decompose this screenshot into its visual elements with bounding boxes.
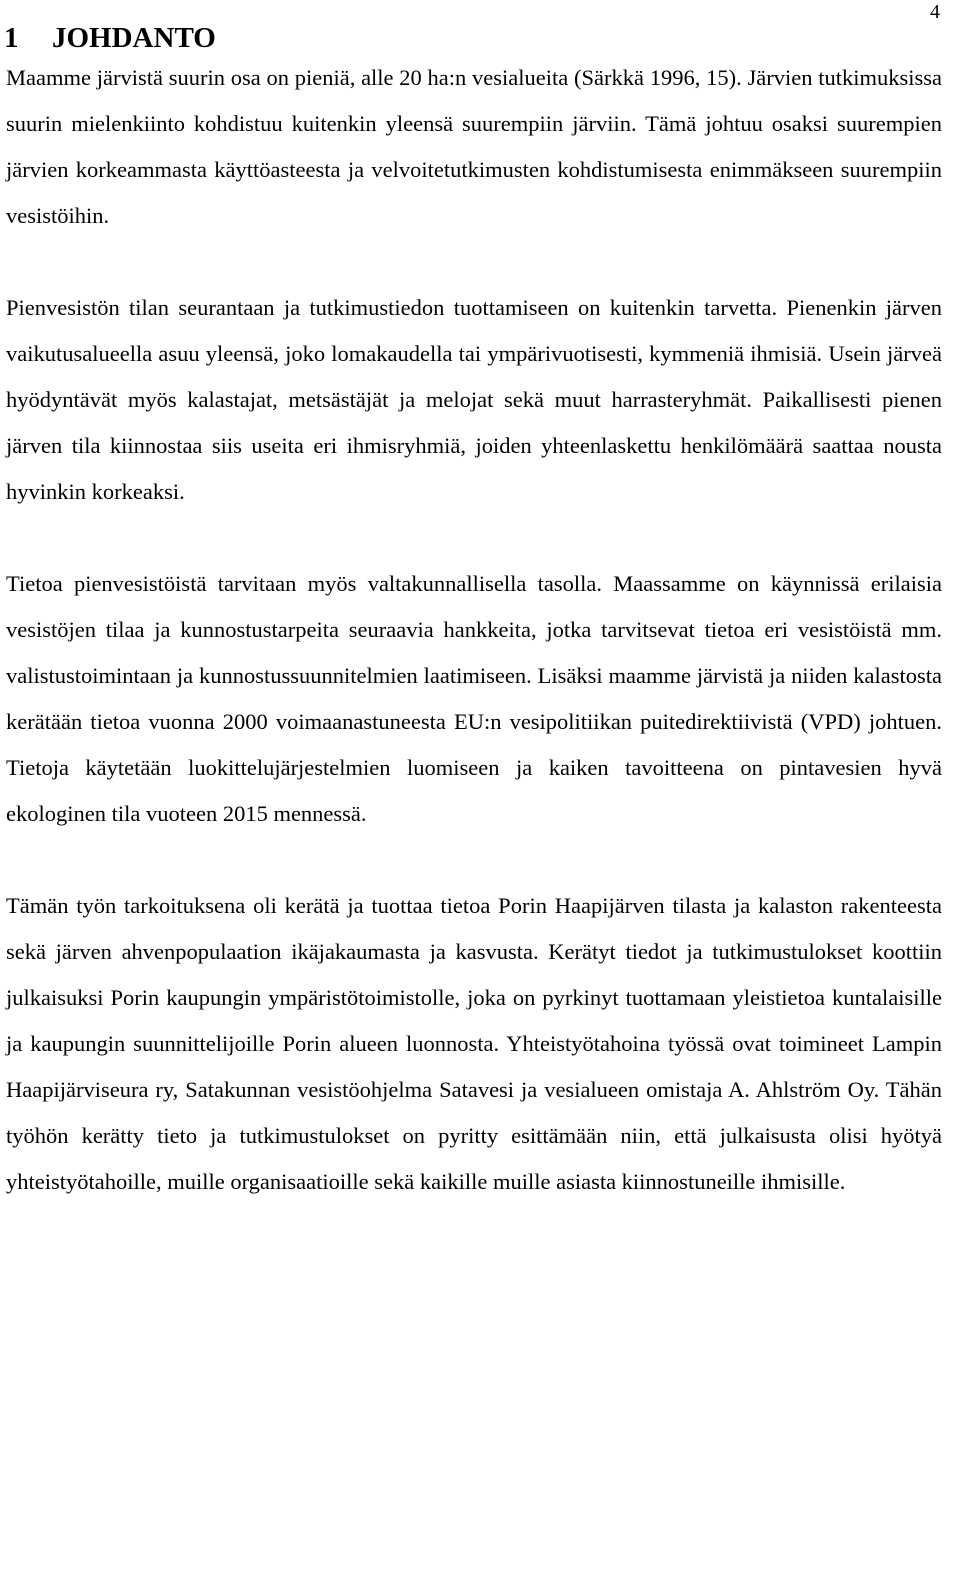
section-title: JOHDANTO: [52, 22, 216, 54]
section-number: 1: [4, 22, 19, 54]
paragraph-3: Tietoa pienvesistöistä tarvitaan myös valtakunnallisella tasolla. Maassamme on käynnissä erilaisia vesistöjen tilaa ja kunnostustarpeita seuraavia hankkeita, jotka tarvitsevat tietoa eri vesistöistä mm. valistustoimintaan ja kunnostussuunnitelmien laatimiseen. Lisäksi maamme järvistä ja niiden kalastosta kerätään tietoa vuonna 2000 voimaanastuneesta EU:n vesipolitiikan puitedirektiivistä (VPD) johtuen. Tietoja käytetään luokittelujärjestelmien luomiseen ja kaiken tavoitteena on pintavesien hyvä ekologinen tila vuoteen 2015 mennessä.: [6, 571, 942, 826]
paragraph-1: Maamme järvistä suurin osa on pieniä, alle 20 ha:n vesialueita (Särkkä 1996, 15). Järvien tutkimuksissa suurin mielenkiinto kohdistuu kuitenkin yleensä suurempiin järviin. Tämä johtuu osaksi suurempien järvien korkeammasta käyttöasteesta ja velvoitetutkimusten kohdistumisesta enimmäkseen suurempiin vesistöihin.: [6, 65, 942, 228]
paragraph-2: Pienvesistön tilan seurantaan ja tutkimustiedon tuottamiseen on kuitenkin tarvetta. Pienenkin järven vaikutusalueella asuu yleensä, joko lomakaudella tai ympärivuotisesti, kymmeniä ihmisiä. Usein järveä hyödyntävät myös kalastajat, metsästäjät ja melojat sekä muut harrasteryhmät. Paikallisesti pienen järven tila kiinnostaa siis useita eri ihmisryhmiä, joiden yhteenlaskettu henkilömäärä saattaa nousta hyvinkin korkeaksi.: [6, 295, 942, 504]
body-text: [6, 55, 942, 1205]
paragraph-4: Tämän työn tarkoituksena oli kerätä ja tuottaa tietoa Porin Haapijärven tilasta ja kalaston rakenteesta sekä järven ahvenpopulaation ikäjakaumasta ja kasvusta. Kerätyt tiedot ja tutkimustulokset koottiin julkaisuksi Porin kaupungin ympäristötoimistolle, joka on pyrkinyt tuottamaan yleistietoa kuntalaisille ja kaupungin suunnittelijoille Porin alueen luonnosta. Yhteistyötahoina työssä ovat toimineet Lampin Haapijärviseura ry, Satakunnan vesistöohjelma Satavesi ja vesialueen omistaja A. Ahlström Oy. Tähän työhön kerätty tieto ja tutkimustulokset on pyritty esittämään niin, että julkaisusta olisi hyötyä yhteistyötahoille, muille organisaatioille sekä kaikille muille asiasta kiinnostuneille ihmisille.: [6, 893, 942, 1194]
page-number: 4: [930, 1, 940, 23]
section-heading: [4, 20, 216, 56]
